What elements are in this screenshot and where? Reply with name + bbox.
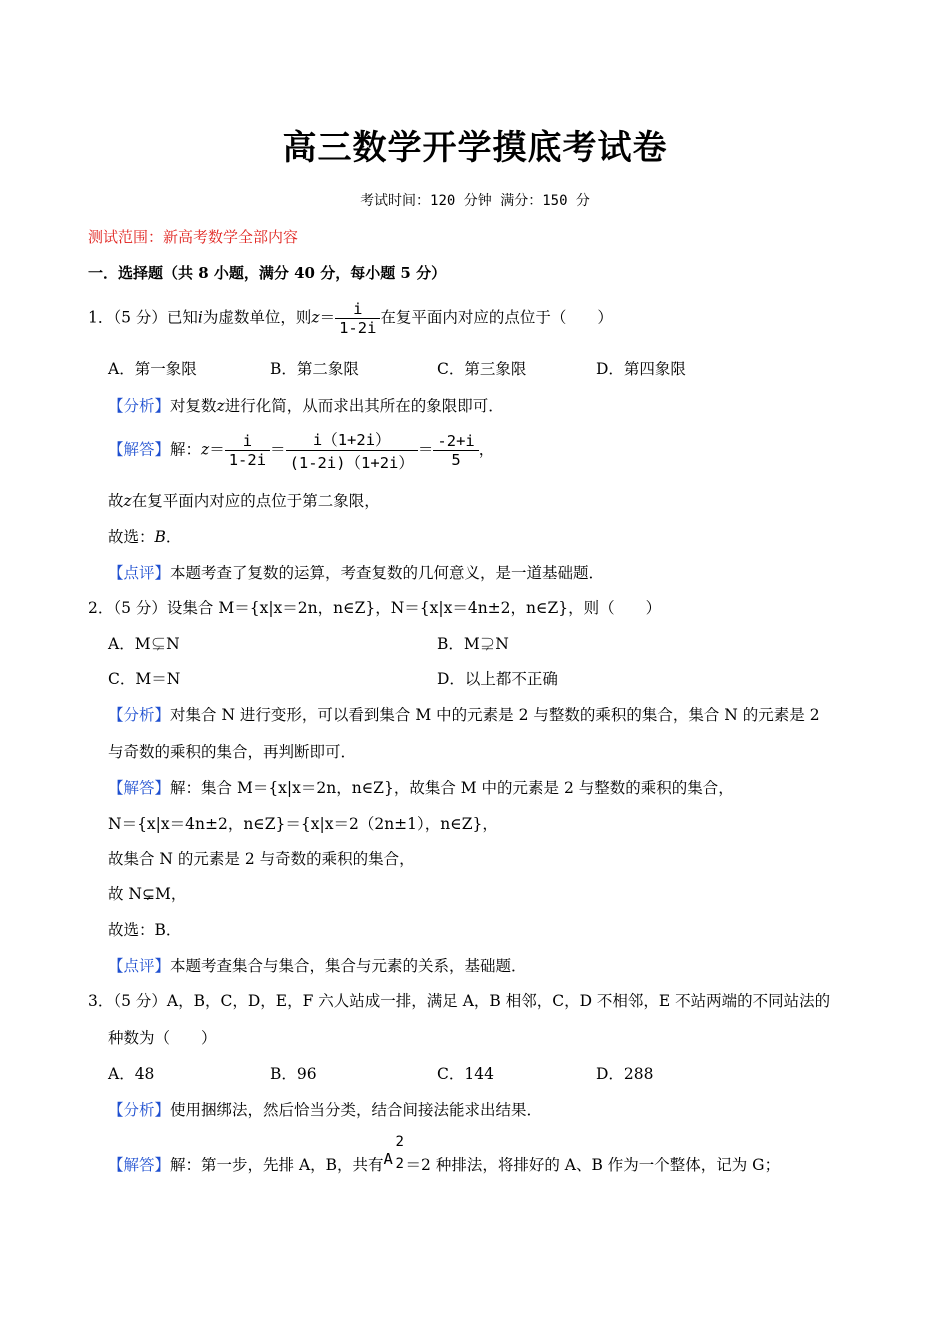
q2-analysis-line-2: 与奇数的乘积的集合，再判断即可． bbox=[108, 743, 357, 761]
question-3-stem: 3．（5 分）A，B，C，D，E，F 六人站成一排，满足 A，B 相邻，C，D 不相邻，E 不站两端的不同站法的 bbox=[88, 992, 831, 1010]
q1-analysis: 【分析】对复数z进行化简，从而求出其所在的象限即可． bbox=[108, 397, 504, 415]
question-2-stem: 2．（5 分）设集合 M＝{x|x＝2n，n∈Z}，N＝{x|x＝4n±2，n∈Z}，则（ ） bbox=[88, 599, 662, 617]
q2-analysis: 【分析】对集合 N 进行变形，可以看到集合 M 中的元素是 2 与整数的乘积的集合，集合 N 的元素是 2 bbox=[108, 706, 820, 724]
q1-fraction: $\frac{i}{1-2i}$ bbox=[335, 300, 380, 337]
q1-sol-fraction-3: $\frac{-2+i}{5}$ bbox=[433, 432, 478, 469]
q1-solution-line-3: 故选：B． bbox=[108, 528, 182, 546]
q1-sol-fraction-2: $\frac{i(1+2i)}{(1-2i)(1+2i)}$ bbox=[286, 428, 418, 473]
q2-option-d: D．以上都不正确 bbox=[437, 670, 558, 688]
q1-option-b: B．第二象限 bbox=[270, 360, 359, 378]
q3-option-d: D．288 bbox=[596, 1065, 654, 1083]
q2-solution-line-3: 故集合 N 的元素是 2 与奇数的乘积的集合， bbox=[108, 850, 415, 868]
page-title: 高三数学开学摸底考试卷 bbox=[282, 128, 668, 168]
q2-option-b: B．M⊋N bbox=[437, 635, 509, 653]
q2-solution-line-2: N＝{x|x＝4n±2，n∈Z}＝{x|x＝2（2n±1），n∈Z}， bbox=[108, 815, 498, 833]
q1-number: 1． bbox=[88, 308, 114, 327]
q3-solution: 【解答】解：第一步，先排 A，B，共有 A 2 2 ＝2 种排法，将排好的 A、B 作为一个整体，记为 G； bbox=[108, 1134, 781, 1174]
q2-solution-line-4: 故 N⊊M， bbox=[108, 885, 187, 903]
q2-option-c: C．M＝N bbox=[108, 670, 181, 688]
q3-option-c: C．144 bbox=[437, 1065, 494, 1083]
question-3-stem-line-2: 种数为（ ） bbox=[108, 1029, 217, 1047]
q2-number: 2． bbox=[88, 599, 114, 617]
exam-info: 考试时间：120 分钟 满分：150 分 bbox=[360, 193, 590, 209]
q2-solution-line-5: 故选：B． bbox=[108, 921, 182, 939]
q3-number: 3． bbox=[88, 992, 114, 1010]
q2-comment: 【点评】本题考查集合与集合，集合与元素的关系，基础题． bbox=[108, 957, 527, 975]
question-1-stem: 1．（5 分）已知i为虚数单位，则z＝ $\frac{i}{1-2i}$ 在复平面内对应的点位于（ ） bbox=[88, 300, 613, 337]
test-scope: 测试范围：新高考数学全部内容 bbox=[88, 228, 299, 246]
q3-option-a: A．48 bbox=[108, 1065, 155, 1083]
q1-solution-line-2: 故z在复平面内对应的点位于第二象限， bbox=[108, 492, 380, 510]
q1-option-a: A．第一象限 bbox=[108, 360, 197, 378]
section-heading: 一．选择题（共 8 小题，满分 40 分，每小题 5 分） bbox=[88, 264, 447, 282]
q2-solution: 【解答】解：集合 M＝{x|x＝2n，n∈Z}，故集合 M 中的元素是 2 与整数的乘积的集合， bbox=[108, 779, 734, 797]
q3-option-b: B．96 bbox=[270, 1065, 317, 1083]
q3-analysis: 【分析】使用捆绑法，然后恰当分类，结合间接法能求出结果． bbox=[108, 1101, 543, 1119]
q1-comment: 【点评】本题考查了复数的运算，考查复数的几何意义，是一道基础题． bbox=[108, 564, 605, 582]
q1-option-c: C．第三象限 bbox=[437, 360, 527, 378]
q1-option-d: D．第四象限 bbox=[596, 360, 686, 378]
q1-solution: 【解答】解：z＝ $\frac{i}{1-2i}$ ＝ $\frac{i(1+2i)}{(1-2i)(1+2i)}$ ＝ $\frac{-2+i}{5}$ ， bbox=[108, 428, 494, 473]
arrangement-symbol: A 2 2 bbox=[383, 1134, 404, 1172]
q1-sol-fraction-1: $\frac{i}{1-2i}$ bbox=[225, 432, 270, 469]
q2-option-a: A．M⊊N bbox=[108, 635, 180, 653]
